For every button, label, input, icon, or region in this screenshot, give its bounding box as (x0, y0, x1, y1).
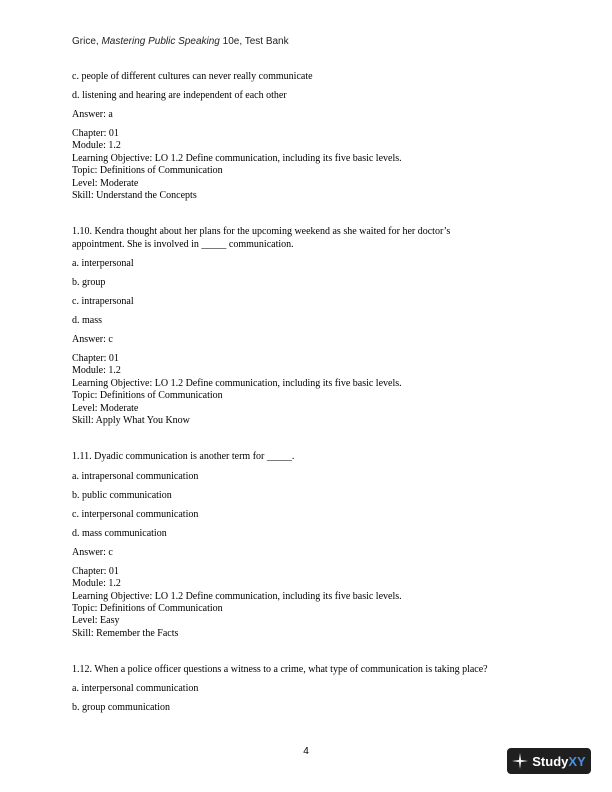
answer-option: b. group communication (72, 702, 171, 714)
question-metadata (72, 353, 542, 427)
metadata-line: Chapter: 01 (72, 565, 119, 577)
metadata-line: Chapter: 01 (72, 128, 119, 139)
answer-option: a. interpersonal (72, 258, 134, 270)
metadata-line: Topic: Definitions of Communication (72, 390, 223, 402)
question-block (72, 664, 542, 715)
answer-option: a. interpersonal communication (72, 683, 199, 695)
question-stem (72, 226, 542, 251)
question-block (72, 71, 542, 202)
answer-key: Answer: a (72, 109, 113, 120)
answer-option: c. people of different cultures can never really communicate (72, 71, 313, 82)
metadata-line: Module: 1.2 (72, 578, 121, 590)
metadata-line: Level: Moderate (72, 177, 139, 189)
question-line: 1.10. Kendra thought about her plans for the upcoming weekend as she waited for her doctor’s (72, 226, 451, 238)
metadata-line: Module: 1.2 (72, 365, 121, 377)
metadata-line: Learning Objective: LO 1.2 Define communication, including its five basic levels. (72, 377, 402, 389)
answer-option: d. mass communication (72, 527, 167, 539)
metadata-line: Skill: Understand the Concepts (72, 190, 197, 202)
metadata-line: Module: 1.2 (72, 140, 121, 152)
metadata-line: Level: Easy (72, 615, 120, 627)
answer-option: b. group (72, 277, 106, 289)
metadata-line: Learning Objective: LO 1.2 Define communication, including its five basic levels. (72, 590, 402, 602)
metadata-line: Skill: Remember the Facts (72, 627, 179, 639)
header-edition: 10e, Test Bank (219, 36, 289, 47)
question-stem (72, 664, 542, 676)
answer-option: c. interpersonal communication (72, 508, 199, 520)
question-metadata (72, 128, 542, 202)
header-book-title: Mastering Public Speaking (101, 36, 220, 47)
answer-option: a. intrapersonal communication (72, 470, 199, 482)
metadata-line: Level: Moderate (72, 402, 139, 414)
question-stem (72, 451, 542, 463)
running-header (72, 36, 289, 47)
question-metadata (72, 566, 542, 640)
question-line: 1.12. When a police officer questions a witness to a crime, what type of communication is taking place? (72, 664, 488, 676)
metadata-line: Skill: Apply What You Know (72, 415, 190, 427)
answer-option: c. intrapersonal (72, 296, 134, 308)
answer-option: d. listening and hearing are independent of each other (72, 90, 287, 101)
question-block (72, 451, 542, 640)
question-line: 1.11. Dyadic communication is another term for _____. (72, 451, 295, 463)
studyxy-logo-text: StudyXY (532, 753, 586, 769)
metadata-line: Topic: Definitions of Communication (72, 602, 223, 614)
page-number: 4 (303, 746, 309, 757)
answer-key: Answer: c (72, 546, 113, 558)
header-author: Grice, (72, 36, 102, 47)
metadata-line: Topic: Definitions of Communication (72, 165, 223, 177)
answer-key: Answer: c (72, 334, 113, 346)
metadata-line: Learning Objective: LO 1.2 Define communication, including its five basic levels. (72, 152, 402, 164)
studyxy-badge[interactable] (507, 748, 591, 774)
question-line: appointment. She is involved in _____ communication. (72, 238, 294, 250)
metadata-line: Chapter: 01 (72, 353, 119, 365)
plus-sparkle-icon (512, 753, 528, 769)
test-bank-content (72, 71, 542, 721)
question-block (72, 226, 542, 427)
answer-option: b. public communication (72, 489, 172, 501)
answer-option: d. mass (72, 315, 102, 327)
